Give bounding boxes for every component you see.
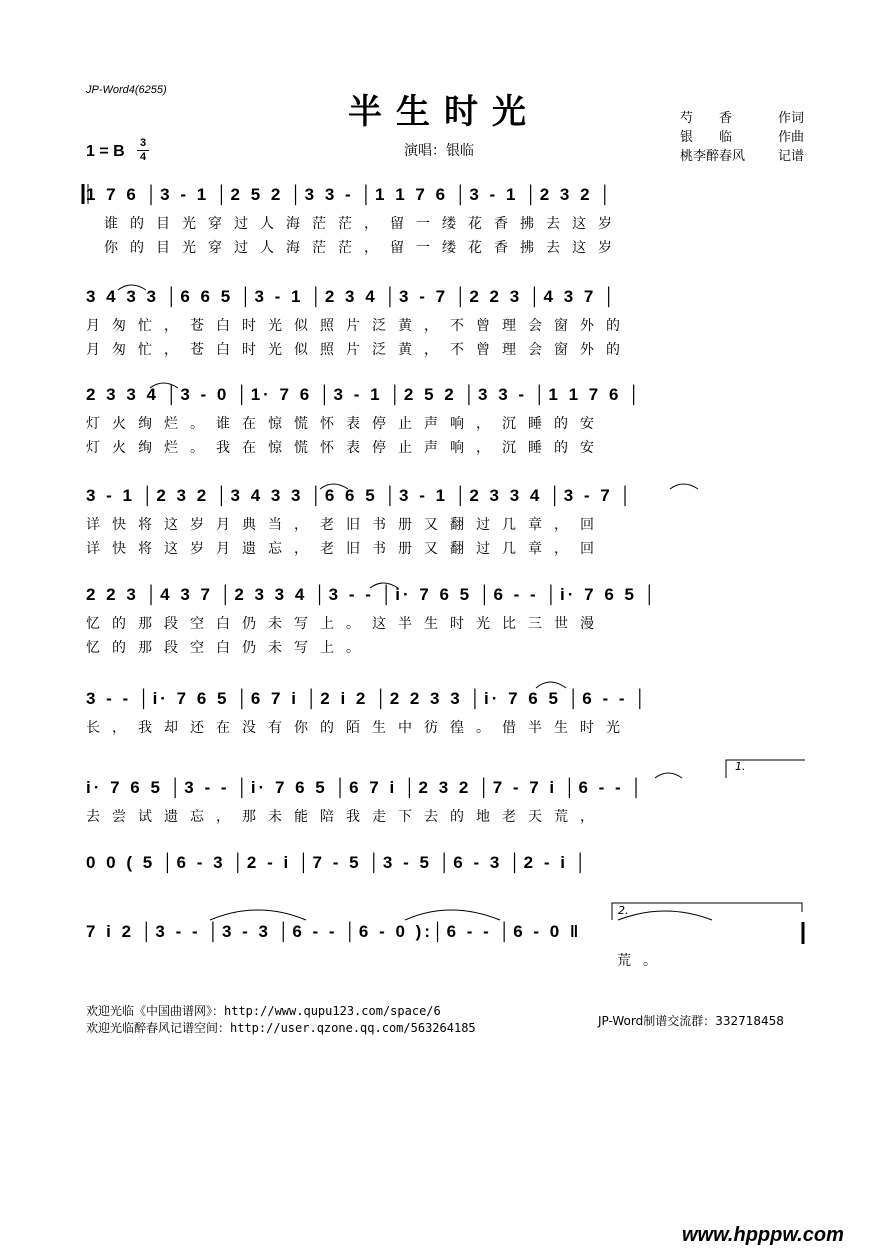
footer-link-2[interactable]: 欢迎光临醉春风记谱空间：http://user.qzone.qq.com/563264185: [86, 1021, 476, 1035]
lyric-row: 谁的目光穿过人海茫茫，留一缕花香拂去这岁: [104, 216, 624, 232]
song-title: 半生时光: [348, 92, 540, 132]
footer-links: [86, 1003, 476, 1037]
time-signature: 3 4: [137, 138, 149, 163]
footer-link-1[interactable]: 欢迎光临《中国曲谱网》：http://www.qupu123.com/space/6: [86, 1004, 441, 1018]
lyric-row: 忆的那段空白仍未写上。: [86, 640, 372, 656]
lyric-row: 荒。: [617, 953, 669, 969]
lyric-row: 灯火绚烂。谁在惊慌怀表停止声响，沉睡的安: [86, 416, 606, 432]
lyric-row: 去尝试遗忘，那未能陪我走下去的地老天荒，: [86, 809, 606, 825]
notation-row: 3 4 3 3 │6 6 5 │3 - 1 │2 3 4 │3 - 7 │2 2 3 │4 3 7 │: [86, 287, 618, 306]
credit-lyricist: 芍 香 作词: [680, 111, 804, 126]
notation-row: 0 0 ( 5 │6 - 3 │2 - i │7 - 5 │3 - 5 │6 - 3 │2 - i │: [86, 853, 590, 872]
volta-1-label: 1.: [735, 760, 746, 773]
notation-row: 7 i 2 │3 - - │3 - 3 │6 - - │6 - 0 ):│6 - - │6 - 0 ‖: [86, 922, 582, 941]
lyric-row: 详快将这岁月典当，老旧书册又翻过几章，回: [86, 517, 606, 533]
notation-row: 2 3 3 4 │3 - 0 │1· 7 6 │3 - 1 │2 5 2 │3 3 - │1 1 7 6 │: [86, 385, 643, 404]
credit-transcriber: 桃李醉春风 记谱: [680, 149, 804, 164]
lyric-row: 月匆忙，苍白时光似照片泛黄，不曾理会窗外的: [86, 318, 632, 334]
footer-group: JP-Word制谱交流群：332718458: [598, 1014, 784, 1028]
notation-row: 3 - 1 │2 3 2 │3 4 3 3 │6 6 5 │3 - 1 │2 3 3 4 │3 - 7 │: [86, 486, 635, 505]
lyric-row: 详快将这岁月遗忘，老旧书册又翻过几章，回: [86, 541, 606, 557]
watermark-logo: www.hpppw.com: [682, 1224, 844, 1246]
lyric-row: 忆的那段空白仍未写上。这半生时光比三世漫: [86, 616, 606, 632]
lyric-row: 月匆忙，苍白时光似照片泛黄，不曾理会窗外的: [86, 342, 632, 358]
software-label: JP-Word4(6255): [86, 84, 167, 96]
lyric-row: 长，我却还在没有你的陌生中彷徨。借半生时光: [86, 720, 632, 736]
notation-row: 3 - - │i· 7 6 5 │6 7 i │2 i 2 │2 2 3 3 │i· 7 6 5 │6 - - │: [86, 689, 649, 708]
volta-2-label: 2.: [618, 904, 629, 917]
credit-composer: 银 临 作曲: [680, 130, 804, 145]
lyric-row: 你的目光穿过人海茫茫，留一缕花香拂去这岁: [104, 240, 624, 256]
lyric-row: 灯火绚烂。我在惊慌怀表停止声响，沉睡的安: [86, 440, 606, 456]
key-signature: 1 = B: [86, 143, 125, 160]
notation-row: 2 2 3 │4 3 7 │2 3 3 4 │3 - - │i· 7 6 5 │6 - - │i· 7 6 5 │: [86, 585, 659, 604]
singer-label: 演唱：银临: [404, 143, 474, 159]
notation-row: 1 7 6 │3 - 1 │2 5 2 │3 3 - │1 1 7 6 │3 - 1 │2 3 2 │: [86, 185, 614, 204]
notation-row: i· 7 6 5 │3 - - │i· 7 6 5 │6 7 i │2 3 2 │7 - 7 i │6 - - │: [86, 778, 646, 797]
